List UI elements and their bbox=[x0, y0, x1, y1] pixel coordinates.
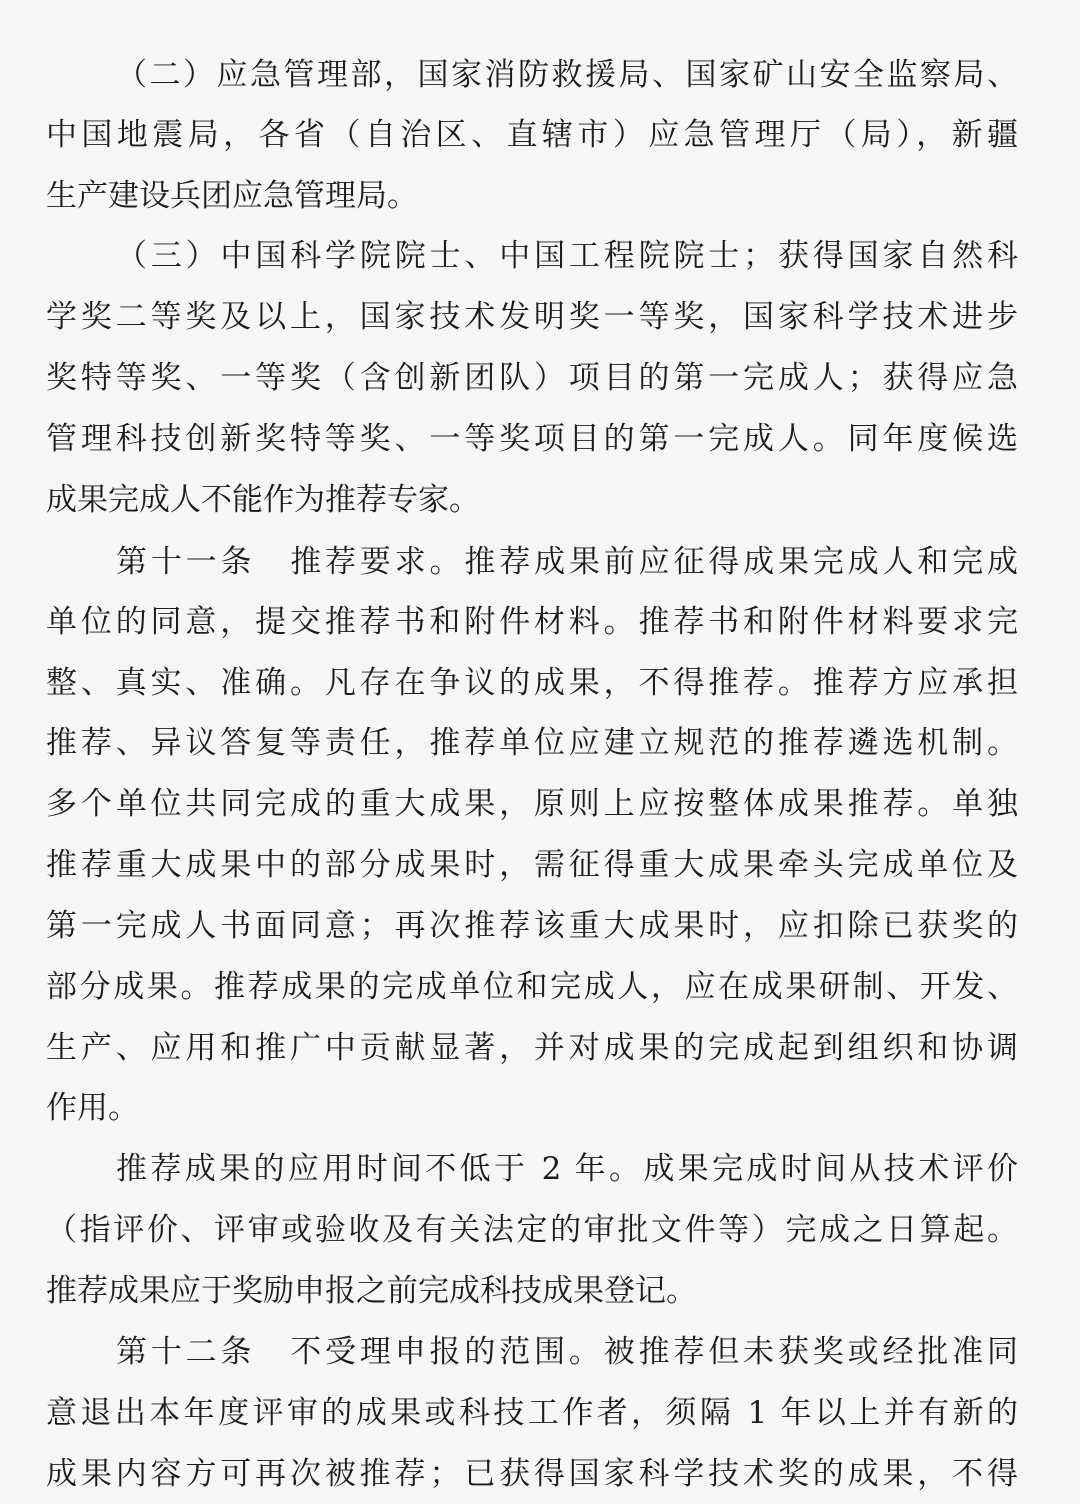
text-line: 成果内容方可再次被推荐；已获得国家科学技术奖的成果，不得 bbox=[46, 1456, 1018, 1492]
text-line: 第一完成人书面同意；再次推荐该重大成果时，应扣除已获奖的 bbox=[46, 908, 1018, 944]
text-line: 管理科技创新奖特等奖、一等奖项目的第一完成人。同年度候选 bbox=[46, 421, 1018, 457]
text-line: 成果完成人不能作为推荐专家。 bbox=[46, 482, 480, 518]
text-line: 整、真实、准确。凡存在争议的成果，不得推荐。推荐方应承担 bbox=[46, 665, 1018, 701]
text-line: 推荐重大成果中的部分成果时，需征得重大成果牵头完成单位及 bbox=[46, 847, 1018, 883]
text-line: 第十二条 不受理申报的范围。被推荐但未获奖或经批准同 bbox=[116, 1334, 1018, 1370]
text-line: （三）中国科学院院士、中国工程院院士；获得国家自然科 bbox=[116, 238, 1018, 274]
text-line: 生产、应用和推广中贡献显著，并对成果的完成起到组织和协调 bbox=[46, 1030, 1018, 1066]
text-line: 推荐成果的应用时间不低于 2 年。成果完成时间从技术评价 bbox=[116, 1151, 1018, 1187]
text-line: 部分成果。推荐成果的完成单位和完成人，应在成果研制、开发、 bbox=[46, 969, 1018, 1005]
text-line: 生产建设兵团应急管理局。 bbox=[46, 178, 418, 214]
text-line: 学奖二等奖及以上，国家技术发明奖一等奖，国家科学技术进步 bbox=[46, 299, 1018, 335]
text-line: 第十一条 推荐要求。推荐成果前应征得成果完成人和完成 bbox=[116, 544, 1018, 580]
text-line: 多个单位共同完成的重大成果，原则上应按整体成果推荐。单独 bbox=[46, 786, 1018, 822]
text-line: 推荐成果应于奖励申报之前完成科技成果登记。 bbox=[46, 1273, 697, 1309]
text-line: 单位的同意，提交推荐书和附件材料。推荐书和附件材料要求完 bbox=[46, 604, 1018, 640]
text-line: 意退出本年度评审的成果或科技工作者，须隔 1 年以上并有新的 bbox=[46, 1395, 1018, 1431]
text-line: 推荐、异议答复等责任，推荐单位应建立规范的推荐遴选机制。 bbox=[46, 725, 1018, 761]
text-line: （指评价、评审或验收及有关法定的审批文件等）完成之日算起。 bbox=[46, 1212, 1018, 1248]
text-line: 作用。 bbox=[46, 1090, 139, 1126]
text-line: 中国地震局，各省（自治区、直辖市）应急管理厅（局），新疆 bbox=[46, 117, 1018, 153]
text-line: （二）应急管理部，国家消防救援局、国家矿山安全监察局、 bbox=[116, 57, 1018, 93]
text-line: 奖特等奖、一等奖（含创新团队）项目的第一完成人；获得应急 bbox=[46, 360, 1018, 396]
